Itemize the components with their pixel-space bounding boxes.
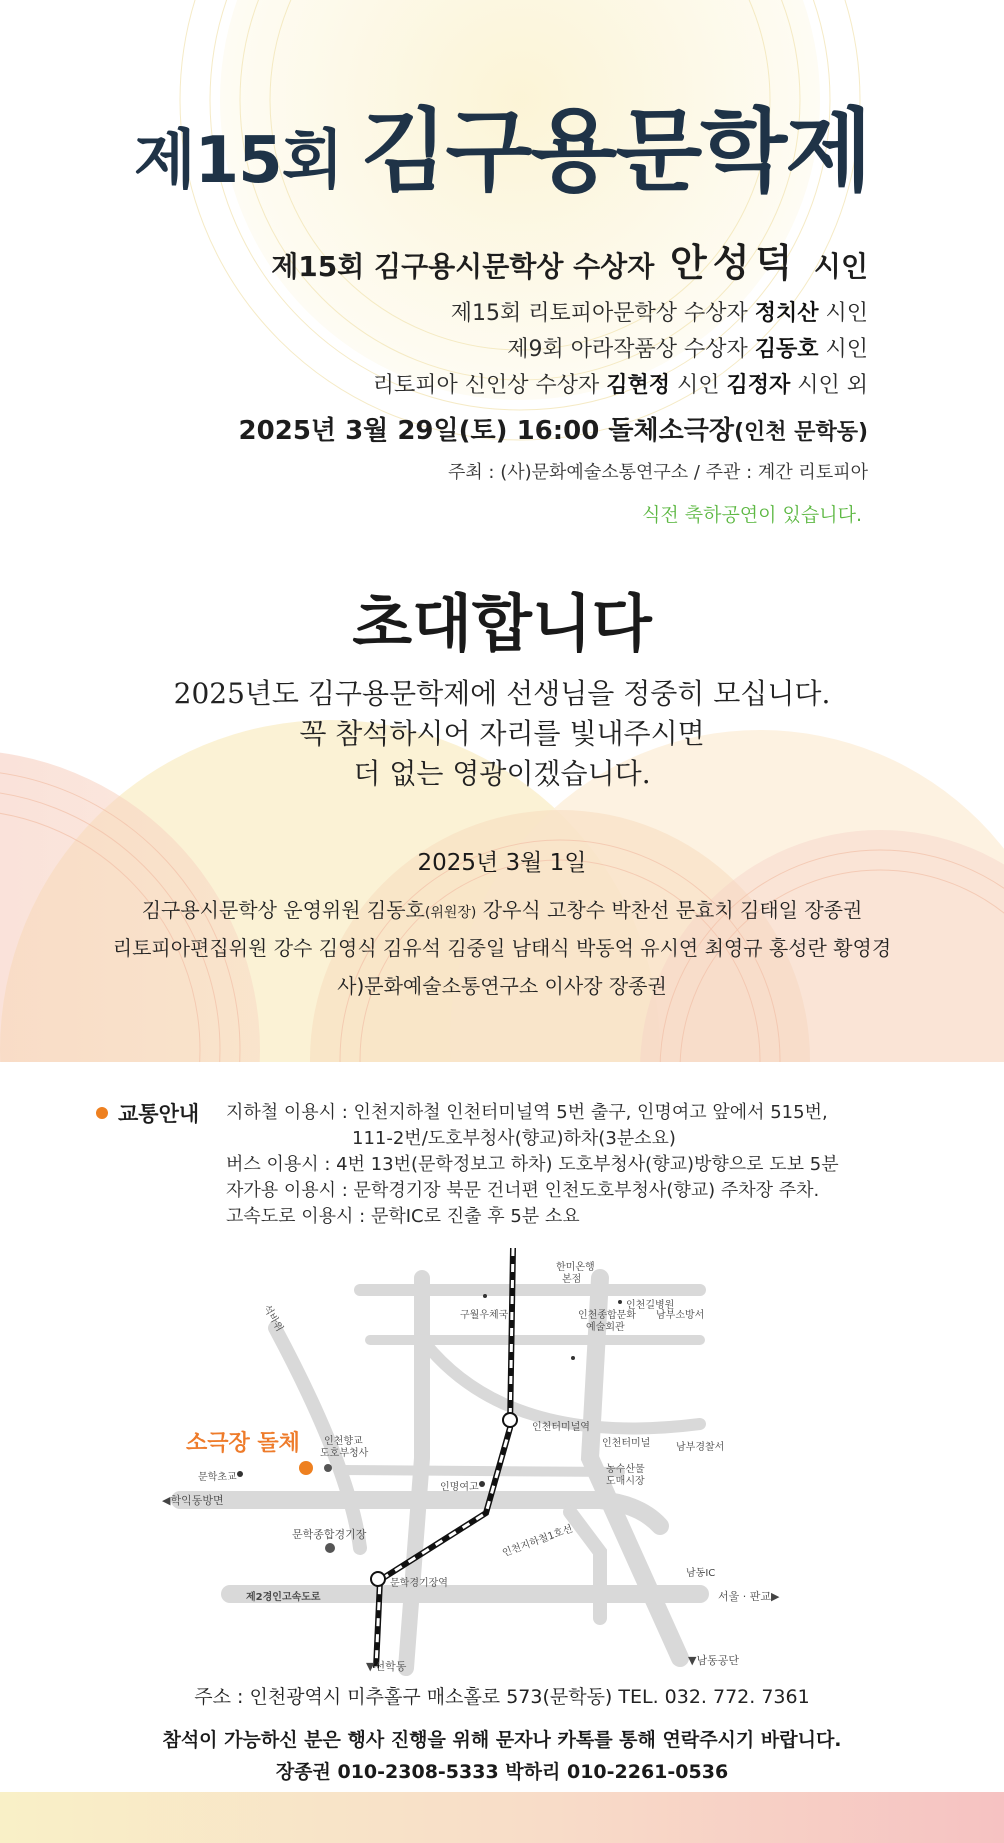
location-map xyxy=(160,1248,810,1682)
traffic-bus: 버스 이용시 : 4번 13번(문학정보고 하차) 도호부청사(향교)방향으로 도보 5분 xyxy=(226,1154,839,1175)
notice xyxy=(0,1724,1004,1788)
award-line-1-suffix: 시인 xyxy=(825,301,868,326)
award-line-3-name2: 김정자 xyxy=(726,373,791,398)
main-title xyxy=(0,78,1004,208)
map-label-hyanggyo2: 도호부청사 xyxy=(320,1448,369,1459)
award-line-1-prefix: 제15회 리토피아문학상 수상자 xyxy=(450,301,748,326)
committee-1-prefix: 김구용시문학상 운영위원 김동호 xyxy=(141,898,425,922)
traffic-subway-2: 111-2번/도호부청사(향교)하차(3분소요) xyxy=(352,1128,676,1149)
invitation-message xyxy=(0,674,1004,794)
bullet-dot-icon xyxy=(96,1107,108,1119)
map-label-incheon-gil: 인천길병원 xyxy=(626,1300,675,1311)
map-label-namdong-park: ▼남동공단 xyxy=(688,1654,739,1667)
map-label-stadium-station: 문학경기장역 xyxy=(390,1578,448,1589)
map-label-market: 농수산물 xyxy=(606,1464,645,1475)
map-label-munhak-school: 문학초교 xyxy=(198,1472,237,1483)
map-label-seokbawi: 석바위 xyxy=(260,1303,285,1334)
address: 주소 : 인천광역시 미추홀구 매소홀로 573(문학동) TEL. 032. 772. 7361 xyxy=(194,1686,810,1708)
map-label-culture-center2: 예술회관 xyxy=(586,1322,625,1333)
title-festival: 김구용문학제 xyxy=(360,99,871,204)
award-line-3-mid: 시인 xyxy=(676,373,720,398)
main-award-line xyxy=(271,232,868,287)
award-line-1-name: 정치산 xyxy=(754,301,819,326)
traffic-label-text: 교통안내 xyxy=(118,1102,200,1126)
map-label-terminal-station: 인천터미널역 xyxy=(532,1422,590,1433)
award-line-1 xyxy=(451,296,868,327)
award-line-3-prefix: 리토피아 신인상 수상자 xyxy=(372,373,600,398)
award-line-2-name: 김동호 xyxy=(754,337,819,362)
map-label-police: 남부경찰서 xyxy=(676,1442,725,1453)
award-line-3-suffix: 시인 외 xyxy=(797,373,868,398)
traffic-label xyxy=(96,1098,199,1128)
map-label-highway2: 제2경인고속도로 xyxy=(246,1592,321,1603)
map-venue-label: 소극장 돌체 xyxy=(186,1431,300,1456)
map-label-seonhak: ▼선학동 xyxy=(366,1660,407,1673)
invitation-title: 초대합니다 xyxy=(352,587,652,660)
event-datetime xyxy=(239,410,868,447)
contacts: 장종권 010-2308-5333 박하리 010-2261-0536 xyxy=(275,1761,729,1783)
map-label-fire: 남부소방서 xyxy=(656,1310,705,1321)
map-label-seoul: 서울 · 판교▶ xyxy=(718,1590,780,1603)
award-line-3-name1: 김현정 xyxy=(606,373,670,398)
committee-line-3: 사)문화예술소통연구소 이사장 장종권 xyxy=(337,974,667,998)
traffic-subway: 지하철 이용시 : 인천지하철 인천터미널역 5번 출구, 인명여고 앞에서 515번, xyxy=(226,1102,828,1123)
committee-line-2: 리토피아편집위원 강수 김영식 김유석 김중일 남태식 박동억 유시연 최영규 홍성란 황영경 xyxy=(112,936,892,960)
map-label-culture-center: 인천종합문화 xyxy=(578,1310,636,1321)
main-award-name: 안성덕 xyxy=(670,241,799,285)
award-line-3 xyxy=(373,368,868,399)
traffic-info xyxy=(226,1100,839,1230)
invitation-date: 2025년 3월 1일 xyxy=(417,850,587,876)
map-label-market2: 도매시장 xyxy=(606,1476,645,1487)
map-label-hyanggyo: 인천향교 xyxy=(324,1436,363,1447)
bottom-gradient-bar xyxy=(0,1792,1004,1843)
award-line-2 xyxy=(507,332,868,363)
committee-1-role: (위원장) xyxy=(424,905,477,921)
notice-text: 참석이 가능하신 분은 행사 진행을 위해 문자나 카톡를 통해 연락주시기 바랍니다. xyxy=(162,1729,842,1751)
map-label-guwol-post: 구월우체국 xyxy=(460,1310,509,1321)
performance-note: 식전 축하공연이 있습니다. xyxy=(641,504,862,526)
map-label-stadium: 문학종합경기장 xyxy=(292,1528,367,1541)
event-place-note: (인천 문학동) xyxy=(733,420,868,445)
map-label-hagik: ◀학익동방면 xyxy=(162,1494,224,1507)
main-award-prefix: 제15회 김구용시문학상 수상자 xyxy=(271,250,655,283)
traffic-car: 자가용 이용시 : 문학경기장 북문 건너편 인천도호부청사(향교) 주차장 주차. xyxy=(226,1180,820,1201)
invitation-line-2: 꼭 참석하시어 자리를 빛내주시면 xyxy=(299,717,705,750)
map-label-inmyeong: 인명여고 xyxy=(440,1482,479,1493)
invitation-line-3: 더 없는 영광이겠습니다. xyxy=(353,757,651,790)
map-label-line1: 인천지하철1호선 xyxy=(501,1523,575,1560)
map-label-hanmi: 한미온행 xyxy=(556,1262,595,1273)
committee-line-1 xyxy=(0,894,1004,923)
event-datetime-text: 2025년 3월 29일(토) 16:00 돌체소극장 xyxy=(238,416,734,446)
invitation-line-1: 2025년도 김구용문학제에 선생님을 정중히 모십니다. xyxy=(173,677,831,710)
award-line-2-prefix: 제9회 아라작품상 수상자 xyxy=(507,337,748,362)
traffic-highway: 고속도로 이용시 : 문학IC로 진출 후 5분 소요 xyxy=(226,1206,580,1227)
map-label-hanmi2: 본점 xyxy=(562,1274,582,1285)
award-line-2-suffix: 시인 xyxy=(825,337,868,362)
committee-1-suffix: 강우식 고창수 박찬선 문효치 김태일 장종권 xyxy=(482,898,863,922)
map-label-namdong-ic: 남동IC xyxy=(686,1568,716,1579)
event-host: 주최 : (사)문화예술소통연구소 / 주관 : 계간 리토피아 xyxy=(447,462,868,483)
map-label-terminal: 인천터미널 xyxy=(602,1438,651,1449)
main-award-suffix: 시인 xyxy=(813,250,868,283)
title-edition: 제15회 xyxy=(133,124,343,198)
